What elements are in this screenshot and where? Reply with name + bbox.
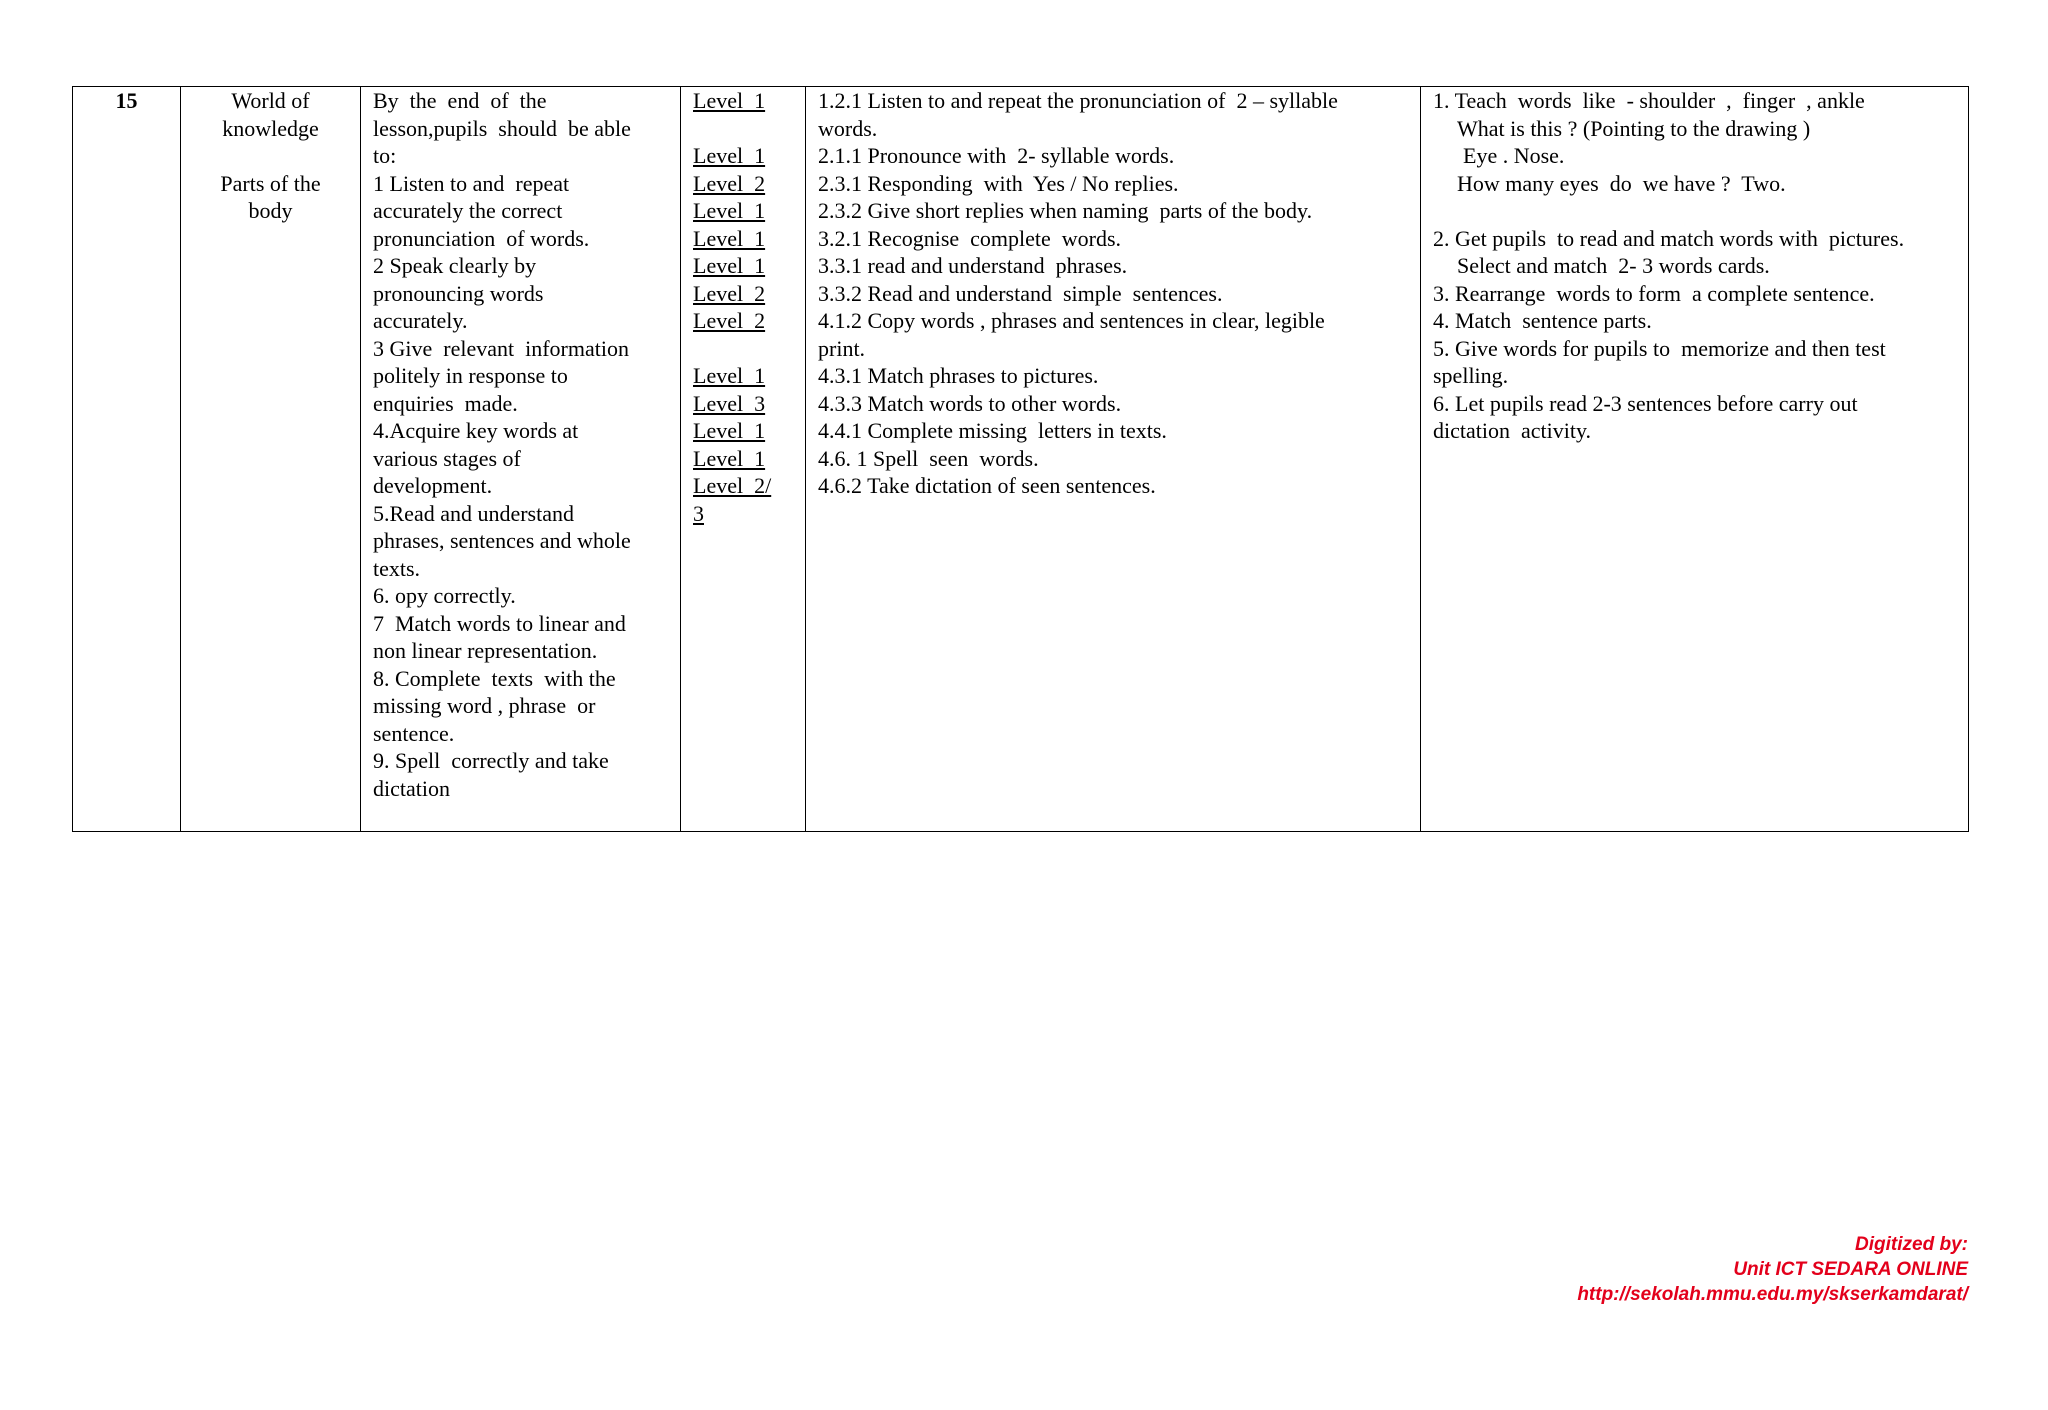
week-number: 15	[115, 88, 138, 113]
activity-line: Select and match 2- 3 words cards.	[1457, 253, 1770, 278]
outcome-line: words.	[818, 115, 878, 141]
level-label: Level 1	[693, 198, 766, 223]
level-label: Level 3	[693, 390, 766, 416]
objective-line: non linear representation.	[373, 638, 598, 663]
lesson-plan-table	[72, 86, 1969, 832]
objective-line: politely in response to	[373, 363, 568, 388]
activity-line: spelling.	[1433, 363, 1509, 388]
level-label: Level 2	[693, 170, 766, 196]
level-label: Level 2	[693, 308, 766, 333]
activity-line: 2. Get pupils to read and match words with pictures.	[1433, 225, 1905, 251]
outcome-line: 2.3.2 Give short replies when naming parts of the body.	[818, 198, 1313, 223]
objective-line: pronouncing words	[373, 280, 544, 306]
level-label: 3	[693, 500, 704, 526]
level-label: Level 1	[693, 445, 766, 471]
outcome-line: 4.3.1 Match phrases to pictures.	[818, 363, 1099, 388]
objective-line: phrases, sentences and whole	[373, 528, 631, 553]
outcome-line: 4.1.2 Copy words , phrases and sentences in clear, legible	[818, 308, 1325, 333]
outcome-line: 3.2.1 Recognise complete words.	[818, 225, 1122, 251]
objective-line: 4.Acquire key words at	[373, 418, 579, 443]
level-label: Level 1	[693, 143, 766, 168]
level-label: Level 2	[693, 280, 766, 306]
outcome-line: 1.2.1 Listen to and repeat the pronunciation of 2 – syllable	[818, 88, 1338, 113]
objectives-cell	[361, 87, 681, 832]
level-label: Level 1	[693, 363, 766, 388]
objective-line: pronunciation of words.	[373, 225, 590, 251]
level-label: Level 1	[693, 88, 766, 113]
objective-line: 8. Complete texts with the	[373, 665, 616, 691]
theme-line: World of	[231, 88, 310, 113]
activity-line: How many eyes do we have ? Two.	[1457, 170, 1786, 196]
objective-line: 5.Read and understand	[373, 500, 574, 526]
objective-line: 7 Match words to linear and	[373, 610, 626, 636]
week-number-cell	[73, 87, 181, 832]
objective-line: lesson,pupils should be able	[373, 115, 631, 141]
outcome-line: 4.6. 1 Spell seen words.	[818, 445, 1039, 471]
objective-line: development.	[373, 473, 493, 498]
digitized-by-footer	[1577, 1232, 1968, 1307]
topic-line: Parts of the	[220, 170, 321, 196]
objective-line: By the end of the	[373, 88, 547, 113]
objective-line: 3 Give relevant information	[373, 335, 629, 361]
activity-line: Eye . Nose.	[1463, 143, 1565, 168]
outcome-line: 3.3.2 Read and understand simple sentences.	[818, 280, 1223, 306]
table-row	[73, 87, 1969, 832]
outcome-line: 3.3.1 read and understand phrases.	[818, 253, 1128, 278]
learning-outcomes-cell	[806, 87, 1421, 832]
objective-line: dictation	[373, 775, 450, 801]
level-label: Level 1	[693, 253, 766, 278]
objective-line: 9. Spell correctly and take	[373, 748, 609, 773]
objective-line: 1 Listen to and repeat	[373, 170, 570, 196]
activity-line: 4. Match sentence parts.	[1433, 308, 1652, 333]
activities-cell	[1421, 87, 1969, 832]
outcome-line: 4.6.2 Take dictation of seen sentences.	[818, 473, 1156, 498]
outcome-line: print.	[818, 335, 866, 361]
spacer	[693, 335, 793, 363]
levels-cell	[681, 87, 806, 832]
footer-unit-name: Unit ICT SEDARA ONLINE	[1733, 1259, 1968, 1280]
footer-digitized-label: Digitized by:	[1855, 1234, 1968, 1255]
level-label: Level 1	[693, 418, 766, 443]
objective-line: 2 Speak clearly by	[373, 253, 537, 278]
objective-line: texts.	[373, 555, 421, 581]
spacer	[193, 142, 348, 170]
footer-url[interactable]: http://sekolah.mmu.edu.my/skserkamdarat/	[1577, 1284, 1968, 1305]
objective-line: various stages of	[373, 445, 521, 471]
activity-line: What is this ? (Pointing to the drawing )	[1457, 115, 1811, 141]
activity-line: dictation activity.	[1433, 418, 1592, 443]
outcome-line: 4.3.3 Match words to other words.	[818, 390, 1122, 416]
objective-line: accurately.	[373, 308, 468, 333]
spacer	[693, 115, 793, 143]
level-label: Level 2/	[693, 473, 772, 498]
outcome-line: 2.3.1 Responding with Yes / No replies.	[818, 170, 1179, 196]
outcome-line: 2.1.1 Pronounce with 2- syllable words.	[818, 143, 1175, 168]
objective-line: missing word , phrase or	[373, 693, 596, 718]
objective-line: 6. opy correctly.	[373, 583, 516, 608]
spacer	[1433, 197, 1956, 225]
objective-line: enquiries made.	[373, 390, 518, 416]
level-label: Level 1	[693, 225, 766, 251]
objective-line: to:	[373, 143, 397, 168]
topic-line: body	[248, 198, 293, 223]
theme-line: knowledge	[222, 115, 319, 141]
objective-line: accurately the correct	[373, 198, 563, 223]
activity-line: 3. Rearrange words to form a complete sentence.	[1433, 280, 1875, 306]
activity-line: 6. Let pupils read 2-3 sentences before carry out	[1433, 390, 1858, 416]
activity-line: 5. Give words for pupils to memorize and then test	[1433, 335, 1886, 361]
objective-line: sentence.	[373, 720, 455, 746]
theme-cell	[181, 87, 361, 832]
activity-line: 1. Teach words like - shoulder , finger , ankle	[1433, 88, 1865, 113]
outcome-line: 4.4.1 Complete missing letters in texts.	[818, 418, 1167, 443]
